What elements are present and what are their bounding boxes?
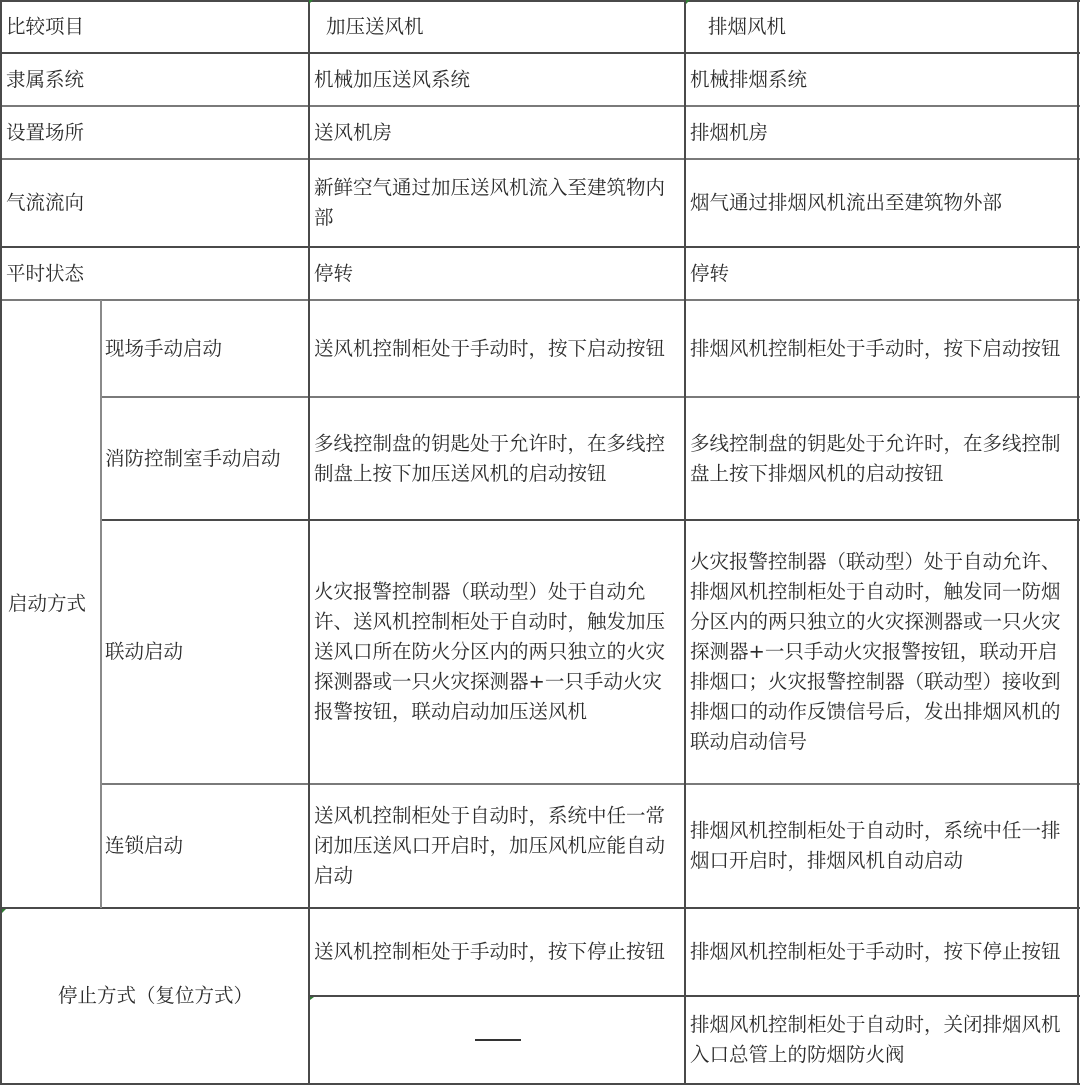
start-control-room-label: 消防控制室手动启动	[105, 446, 281, 470]
header-item-cell	[1, 1, 309, 53]
border-row-6	[100, 396, 1080, 398]
border-row-5	[0, 299, 1080, 301]
start-linkage-col1	[309, 520, 685, 784]
border-col-sub	[100, 300, 102, 908]
border-row-3	[0, 158, 1080, 160]
row-system-label-cell	[1, 53, 309, 106]
header-col1-cell	[309, 1, 685, 53]
row-normal-state-col1-text: 停转	[314, 261, 354, 285]
start-local-manual-col1	[309, 300, 685, 397]
row-location-col2-text: 排烟机房	[690, 120, 769, 144]
stop-manual-col2-text: 排烟风机控制柜处于手动时，按下停止按钮	[690, 940, 1061, 963]
start-linkage-col2	[685, 520, 1078, 784]
stop-auto-col1	[309, 996, 685, 1084]
start-local-manual-col2-text: 排烟风机控制柜处于手动时，按下启动按钮	[690, 336, 1061, 360]
corner-mark-icon	[2, 909, 6, 913]
header-col2-cell	[685, 1, 1078, 53]
border-row-2	[0, 105, 1080, 107]
row-location-col1-text: 送风机房	[314, 120, 393, 144]
start-control-room-col1-text: 多线控制盘的钥匙处于允许时，在多线控制盘上按下加压送风机的启动按钮	[314, 431, 666, 485]
start-control-room-col2	[685, 397, 1078, 520]
border-row-4	[0, 246, 1080, 248]
start-interlock-col2	[685, 784, 1078, 908]
border-col-2	[684, 0, 686, 1085]
border-row-8	[100, 783, 1080, 785]
row-system-col2-text: 机械排烟系统	[690, 67, 808, 91]
border-row-7	[100, 519, 1080, 521]
header-item-label: 比较项目	[6, 15, 85, 38]
row-normal-state-label: 平时状态	[6, 261, 85, 285]
border-col-1	[308, 0, 310, 1085]
start-interlock-label: 连锁启动	[105, 834, 184, 857]
row-airflow-col2-text: 烟气通过排烟风机流出至建筑物外部	[690, 191, 1003, 214]
stop-mode-label: 停止方式（复位方式）	[57, 984, 253, 1007]
start-control-room-col1	[309, 397, 685, 520]
border-row-10	[309, 995, 1080, 997]
stop-manual-col1	[309, 908, 685, 996]
start-linkage-col1-text: 火灾报警控制器（联动型）处于自动允许、送风机控制柜处于自动时，触发加压送风口所在防火分区内的两只独立的火灾探测器或一只火灾探测器+一只手动火灾报警按钮，联动启动加压送风机	[314, 580, 666, 723]
stop-manual-col1-text: 送风机控制柜处于手动时，按下停止按钮	[314, 940, 666, 963]
border-row-1	[0, 52, 1080, 54]
start-local-manual-label-cell	[100, 300, 309, 397]
start-interlock-col2-text: 排烟风机控制柜处于自动时，系统中任一排烟口开启时，排烟风机自动启动	[690, 819, 1061, 872]
start-local-manual-col2	[685, 300, 1078, 397]
not-applicable-dash	[475, 1039, 521, 1041]
row-airflow-col1-text: 新鲜空气通过加压送风机流入至建筑物内部	[314, 176, 666, 229]
row-normal-state-col1	[309, 247, 685, 300]
row-location-col2	[685, 106, 1078, 159]
row-location-col1	[309, 106, 685, 159]
row-location-label: 设置场所	[6, 120, 85, 144]
row-normal-state-label-cell	[1, 247, 309, 300]
stop-auto-col2-text: 排烟风机控制柜处于自动时，关闭排烟风机入口总管上的防烟防火阀	[690, 1013, 1061, 1066]
start-interlock-col1	[309, 784, 685, 908]
corner-mark-icon	[686, 0, 690, 4]
row-airflow-label-cell	[1, 159, 309, 247]
start-control-room-col2-text: 多线控制盘的钥匙处于允许时，在多线控制盘上按下排烟风机的启动按钮	[690, 431, 1061, 485]
row-system-label: 隶属系统	[6, 67, 85, 91]
row-system-col1-text: 机械加压送风系统	[314, 67, 471, 91]
row-system-col2	[685, 53, 1078, 106]
header-smoke-exhaust-fan: 排烟风机	[708, 15, 787, 38]
row-airflow-label: 气流流向	[6, 191, 85, 214]
start-local-manual-col1-text: 送风机控制柜处于手动时，按下启动按钮	[314, 336, 666, 360]
border-left	[0, 0, 2, 1085]
row-location-label-cell	[1, 106, 309, 159]
border-top	[0, 0, 1080, 2]
stop-auto-col2	[685, 996, 1078, 1084]
corner-mark-icon	[309, 0, 313, 4]
header-pressurization-fan: 加压送风机	[326, 15, 424, 38]
start-mode-label: 启动方式	[8, 592, 87, 615]
start-mode-label-cell	[1, 300, 100, 908]
start-linkage-label: 联动启动	[105, 640, 184, 663]
start-interlock-label-cell	[100, 784, 309, 908]
start-linkage-label-cell	[100, 520, 309, 784]
row-airflow-col1	[309, 159, 685, 247]
row-system-col1	[309, 53, 685, 106]
stop-mode-label-cell	[1, 908, 309, 1084]
border-row-9	[0, 907, 1080, 909]
border-right	[1077, 0, 1079, 1085]
start-interlock-col1-text: 送风机控制柜处于自动时，系统中任一常闭加压送风口开启时，加压风机应能自动启动	[314, 804, 666, 887]
stop-manual-col2	[685, 908, 1078, 996]
row-normal-state-col2-text: 停转	[690, 261, 730, 285]
start-control-room-label-cell	[100, 397, 309, 520]
corner-mark-icon	[310, 997, 314, 1000]
row-normal-state-col2	[685, 247, 1078, 300]
start-linkage-col2-text: 火灾报警控制器（联动型）处于自动允许、排烟风机控制柜处于自动时，触发同一防烟分区内的两只独立的火灾探测器或一只火灾探测器+一只手动火灾报警按钮，联动开启排烟口；火灾报警控制器（联动型）接收到排烟口的动作反馈信号后，发出排烟风机的联动启动信号	[690, 550, 1061, 753]
start-local-manual-label: 现场手动启动	[105, 336, 223, 360]
row-airflow-col2	[685, 159, 1078, 247]
